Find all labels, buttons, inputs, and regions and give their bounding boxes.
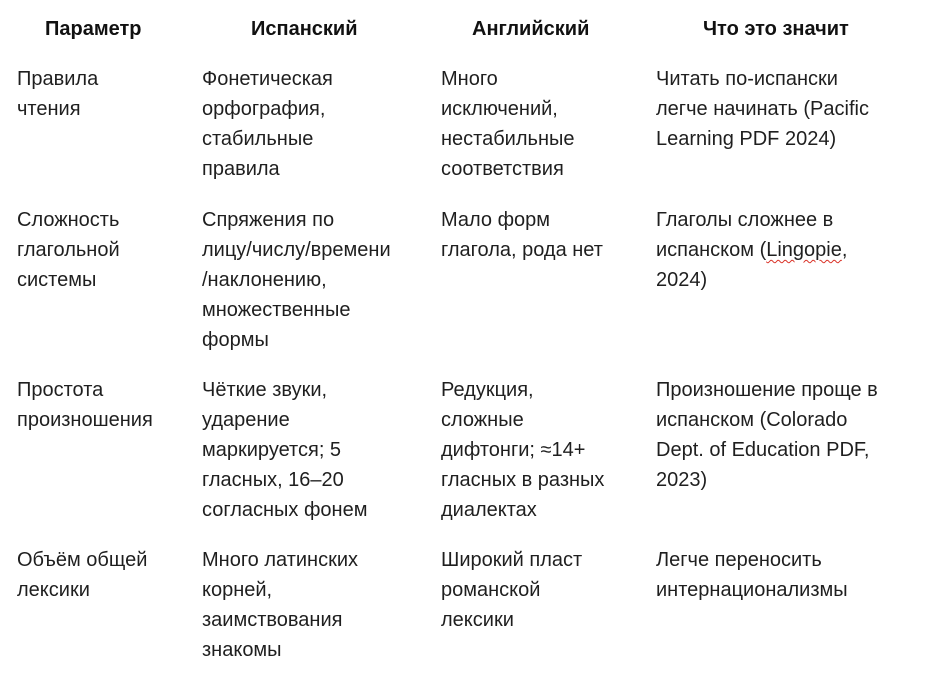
cell-meaning (656, 205, 847, 295)
cell-parameter (17, 205, 120, 295)
cell-line: нестабильные (441, 128, 575, 150)
cell-line: Читать по-испански (656, 68, 838, 90)
cell-line: Learning PDF 2024) (656, 128, 837, 150)
cell-line: Глаголы сложнее в (656, 209, 834, 231)
cell-parameter (17, 375, 153, 435)
cell-line: маркируется; 5 (202, 439, 342, 461)
cell-meaning (656, 64, 869, 154)
cell-line: испанском (Lingopie, (656, 239, 848, 261)
cell-parameter (17, 545, 147, 605)
cell-line: лексики (17, 579, 90, 601)
cell-spanish (202, 64, 333, 184)
column-header-parameter: Параметр (45, 18, 142, 40)
cell-line: Много латинских (202, 549, 359, 571)
cell-line: Dept. of Education PDF, (656, 439, 870, 461)
cell-line: испанском (Colorado (656, 409, 848, 431)
cell-line: формы (202, 329, 269, 351)
cell-line: корней, (202, 579, 273, 601)
cell-english (441, 545, 582, 635)
cell-line: Редукция, (441, 379, 534, 401)
cell-line: сложные (441, 409, 524, 431)
cell-line: системы (17, 269, 97, 291)
table-header-row (0, 17, 936, 41)
cell-line: романской (441, 579, 541, 601)
column-header-spanish: Испанский (251, 18, 358, 40)
cell-line: исключений, (441, 98, 558, 120)
cell-line: гласных, 16–20 (202, 469, 344, 491)
cell-line: стабильные (202, 128, 314, 150)
cell-line: произношения (17, 409, 153, 431)
cell-line: правила (202, 158, 280, 180)
cell-line: Произношение проще в (656, 379, 878, 401)
cell-line: Правила (17, 68, 99, 90)
cell-line: дифтонги; ≈14+ (441, 439, 586, 461)
cell-line: Фонетическая (202, 68, 333, 90)
cell-line: гласных в разных (441, 469, 605, 491)
cell-spanish (202, 375, 367, 525)
cell-line: Объём общей (17, 549, 148, 571)
cell-meaning (656, 375, 878, 495)
cell-line: орфография, (202, 98, 326, 120)
cell-line: согласных фонем (202, 499, 368, 521)
cell-english (441, 375, 604, 525)
column-header-meaning: Что это значит (703, 18, 849, 40)
column-header-english: Английский (472, 18, 590, 40)
cell-line: Чёткие звуки, (202, 379, 328, 401)
cell-line: Легче переносить (656, 549, 822, 571)
cell-line: /наклонению, (202, 269, 327, 291)
cell-line: диалектах (441, 499, 537, 521)
cell-spanish (202, 545, 358, 665)
cell-line: соответствия (441, 158, 564, 180)
cell-line: множественные (202, 299, 351, 321)
cell-line: 2024) (656, 269, 708, 291)
cell-line: Мало форм (441, 209, 551, 231)
cell-english (441, 64, 575, 184)
cell-line: легче начинать (Pacific (656, 98, 869, 120)
cell-line: 2023) (656, 469, 708, 491)
cell-line: ударение (202, 409, 290, 431)
cell-line: глагола, рода нет (441, 239, 603, 261)
cell-meaning (656, 545, 848, 605)
spellcheck-marked-word[interactable]: Lingopie (766, 239, 842, 261)
cell-line: чтения (17, 98, 81, 120)
cell-english (441, 205, 603, 265)
cell-line: глагольной (17, 239, 120, 261)
cell-line: Простота (17, 379, 104, 401)
cell-line: знакомы (202, 639, 282, 661)
cell-line: лексики (441, 609, 514, 631)
cell-line: Широкий пласт (441, 549, 583, 571)
cell-line: лицу/числу/времени (202, 239, 391, 261)
cell-line: интернационализмы (656, 579, 848, 601)
cell-line: Спряжения по (202, 209, 335, 231)
cell-spanish (202, 205, 391, 355)
cell-parameter (17, 64, 98, 124)
cell-line: Много (441, 68, 498, 90)
cell-line: заимствования (202, 609, 343, 631)
cell-line: Сложность (17, 209, 120, 231)
